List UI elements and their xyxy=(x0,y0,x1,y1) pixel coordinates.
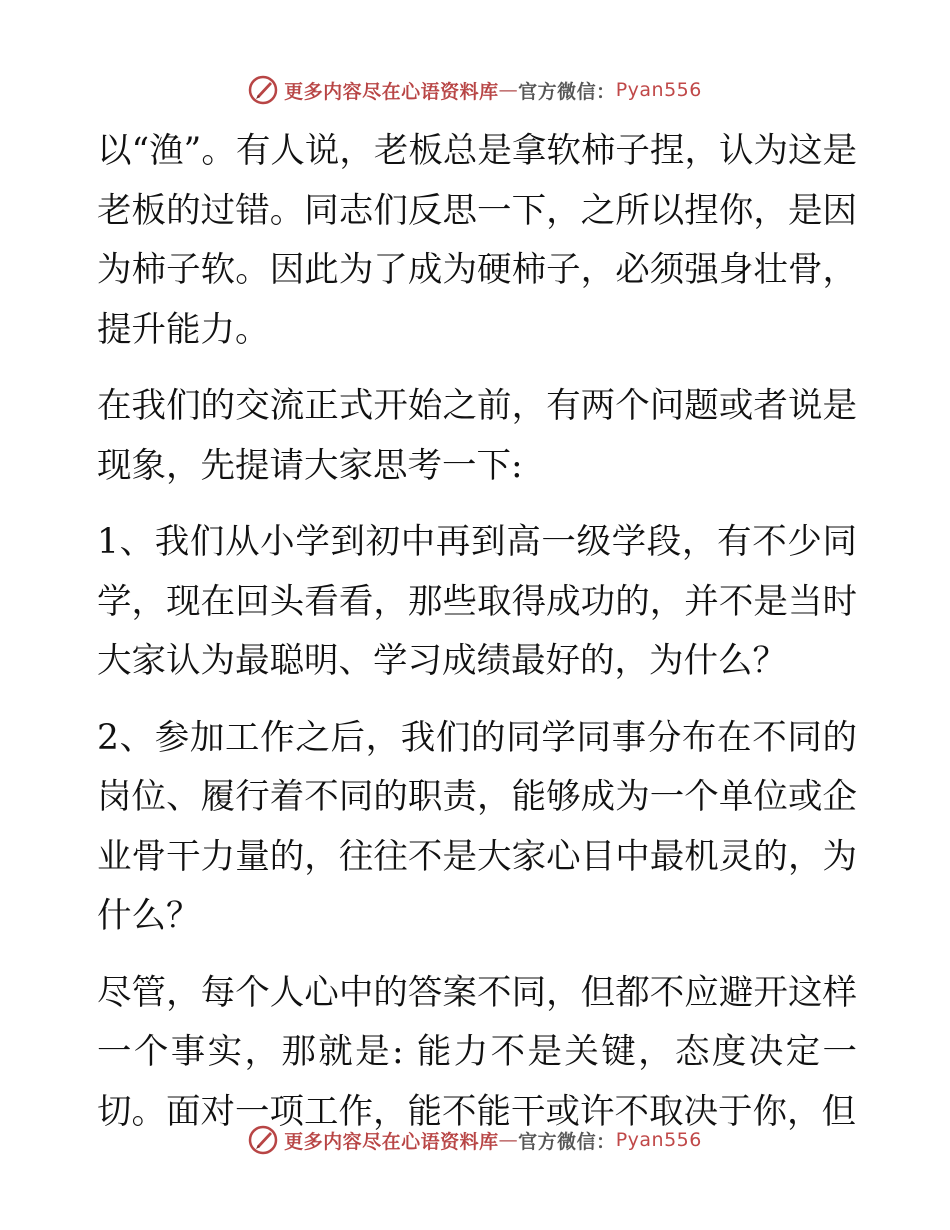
watermark-brand: 更多内容尽在心语资料库 xyxy=(284,80,499,103)
document-body xyxy=(97,122,857,1159)
header-watermark xyxy=(0,70,950,110)
watermark-brand: 更多内容尽在心语资料库 xyxy=(284,1130,499,1153)
quill-logo-icon xyxy=(248,1125,278,1155)
watermark-label: 官方微信： xyxy=(518,1130,616,1153)
paragraph-3: 1、我们从小学到初中再到高一级学段，有不少同学，现在回头看看，那些取得成功的，并不是当时大家认为最聪明、学习成绩最好的，为什么？ xyxy=(97,522,857,681)
paragraph-2: 在我们的交流正式开始之前，有两个问题或者说是现象，先提请大家思考一下: xyxy=(97,386,857,486)
paragraph-4: 2、参加工作之后，我们的同学同事分布在不同的岗位、履行着不同的职责，能够成为一个单位或企业骨干力量的，往往不是大家心目中最机灵的，为什么？ xyxy=(97,717,857,936)
footer-watermark xyxy=(0,1120,950,1160)
quill-logo-icon xyxy=(248,75,278,105)
paragraph-5: 尽管，每个人心中的答案不同，但都不应避开这样一个事实，那就是: 能力不是关键，态度决定一切。面对一项工作，能不能干或许不取决于你，但 xyxy=(97,972,857,1132)
watermark-separator: — xyxy=(498,1129,519,1151)
watermark-wechat-id: Pyan556 xyxy=(615,1129,702,1151)
paragraph-1: 以“渔”。有人说，老板总是拿软柿子捏，认为这是老板的过错。同志们反思一下，之所以捏你，是因为柿子软。因此为了成为硬柿子，必须强身壮骨，提升能力。 xyxy=(97,131,857,350)
watermark-separator: — xyxy=(498,79,519,101)
watermark-wechat-id: Pyan556 xyxy=(615,79,702,101)
watermark-label: 官方微信： xyxy=(518,80,616,103)
